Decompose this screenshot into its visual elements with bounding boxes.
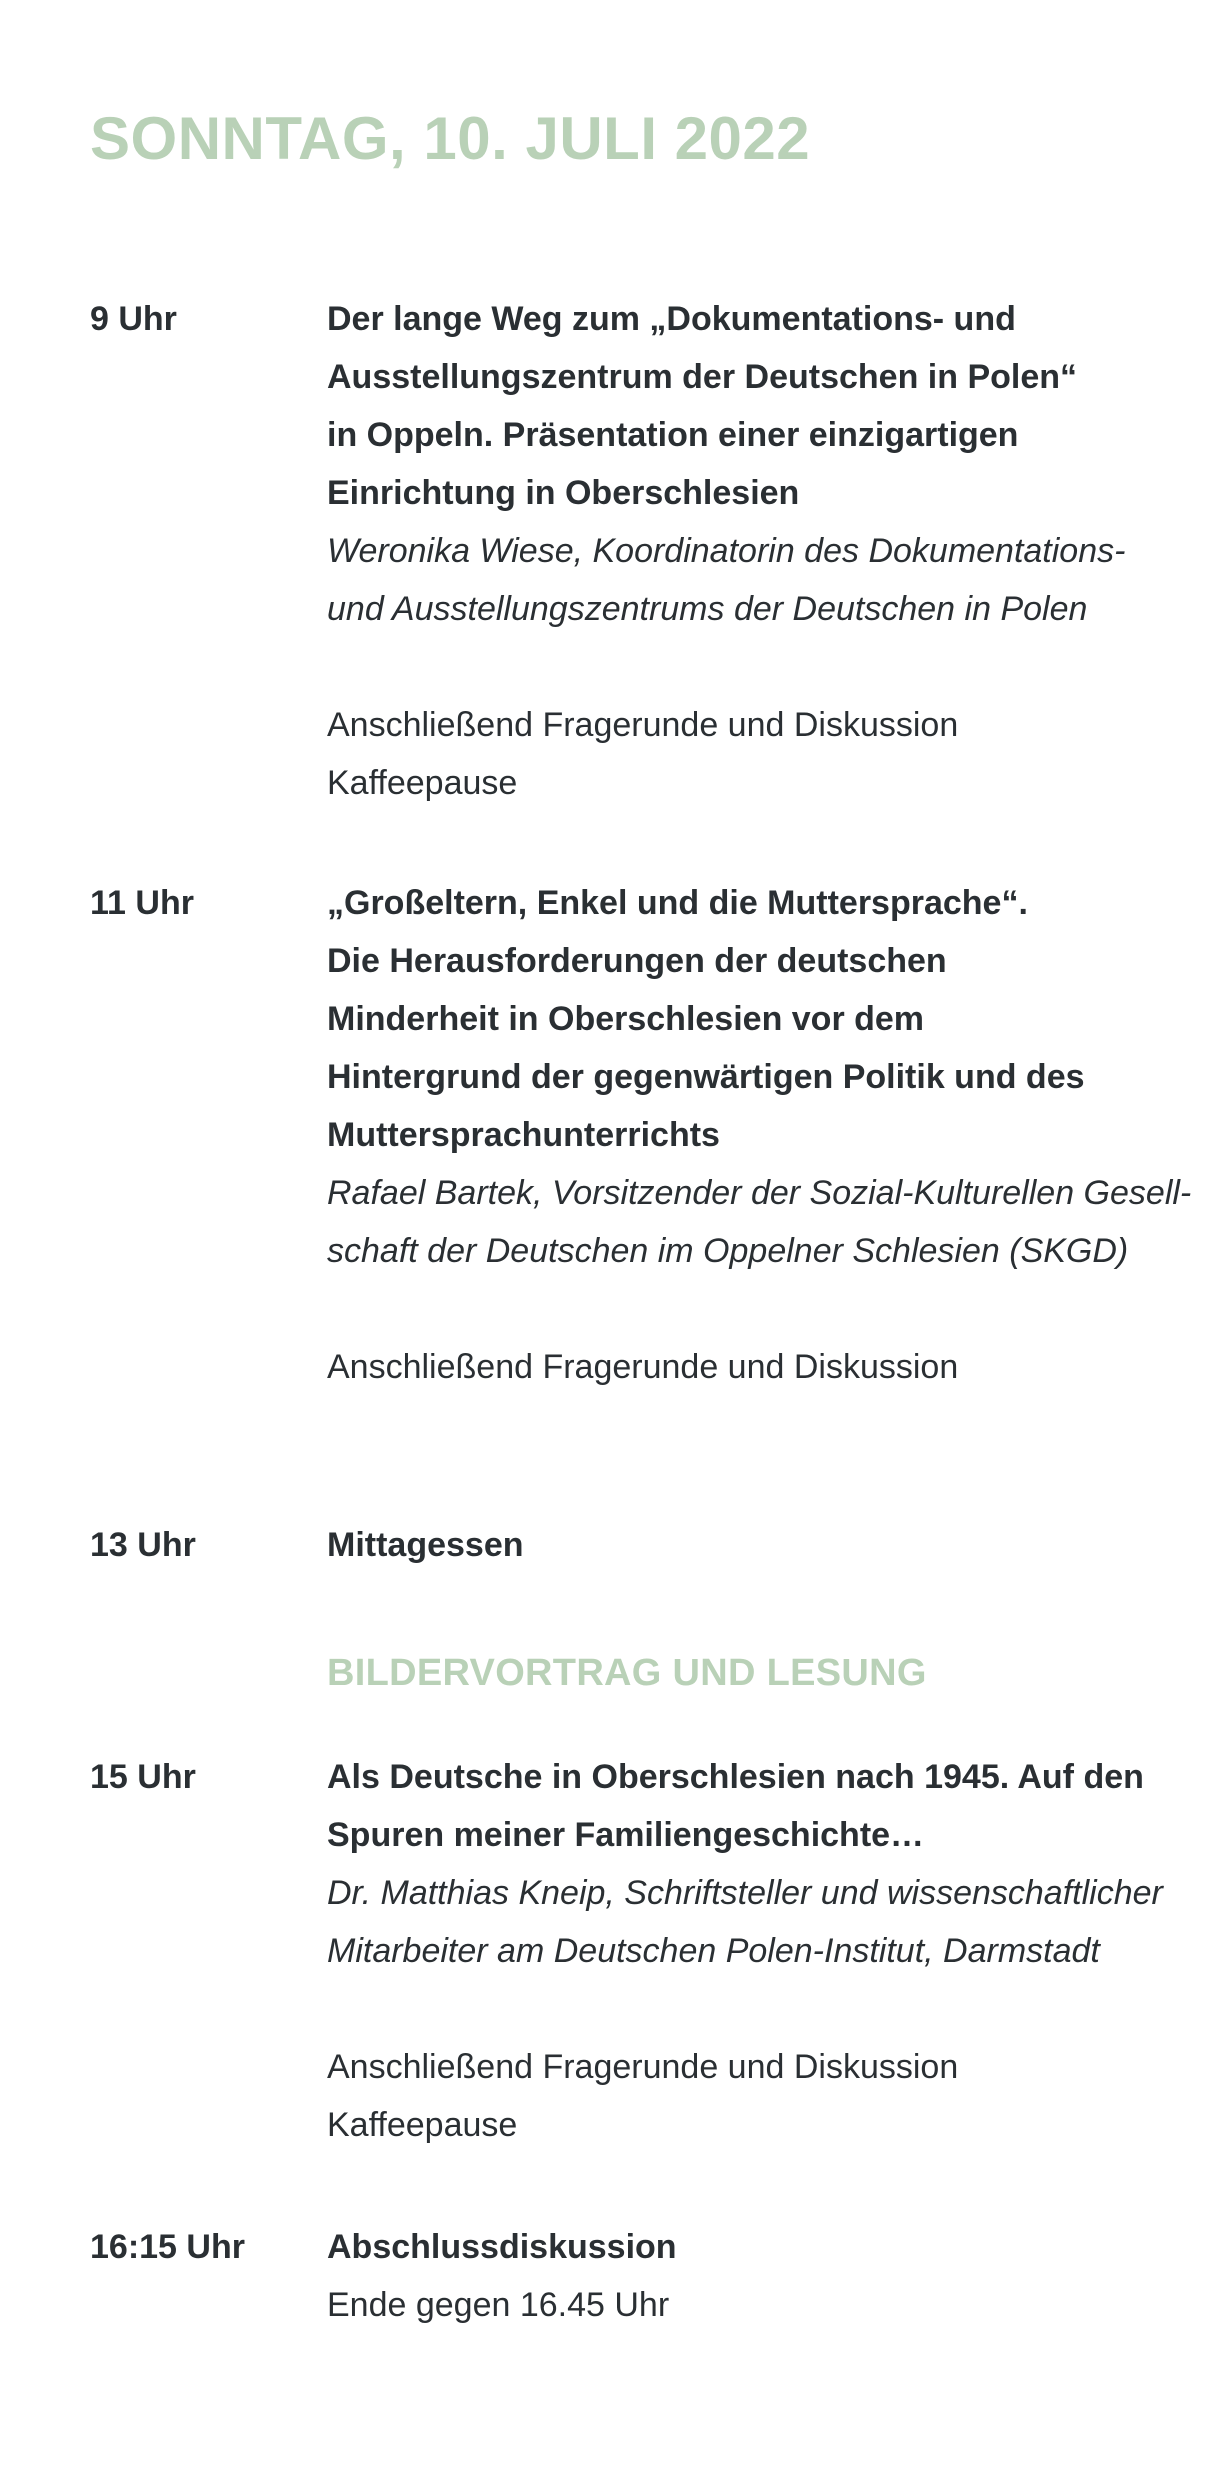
section-heading: BILDERVORTRAG UND LESUNG: [327, 1652, 927, 1694]
talk-title: Abschlussdiskussion: [327, 2228, 677, 2266]
spacer: [327, 1280, 1228, 1338]
speaker-info: Dr. Matthias Kneip, Schriftsteller und wissenschaftlicher Mitarbeiter am Deutschen Polen-Institut, Darmstadt: [327, 1874, 1163, 1970]
entry-note: Ende gegen 16.45 Uhr: [327, 2286, 670, 2324]
entry-time: 11 Uhr: [90, 884, 194, 922]
entry-content: [327, 1748, 1228, 2154]
entry-content: [327, 2218, 1228, 2334]
spacer: [327, 1980, 1228, 2038]
spacer: [327, 638, 1228, 696]
talk-title: Als Deutsche in Oberschlesien nach 1945. Auf den Spuren meiner Familiengeschichte…: [327, 1758, 1144, 1854]
entry-note: Kaffeepause: [327, 764, 518, 802]
talk-title: Mittagessen: [327, 1526, 524, 1564]
talk-title: „Großeltern, Enkel und die Muttersprache“. Die Herausforderungen der deutschen Minderheit in Oberschlesien vor dem Hintergrund der gegenwärtigen Politik und des Muttersprachunterrichts: [327, 884, 1085, 1154]
entry-time: 15 Uhr: [90, 1758, 196, 1796]
entry-note: Anschließend Fragerunde und Diskussion: [327, 706, 959, 744]
speaker-info: Rafael Bartek, Vorsitzender der Sozial-Kulturellen Gesell- schaft der Deutschen im Oppelner Schlesien (SKGD): [327, 1174, 1192, 1270]
entry-time: 13 Uhr: [90, 1526, 196, 1564]
talk-title: Der lange Weg zum „Dokumentations- und Ausstellungszentrum der Deutschen in Polen“ in Oppeln. Präsentation einer einzigartigen Einrichtung in Oberschlesien: [327, 300, 1078, 512]
entry-note: Anschließend Fragerunde und Diskussion: [327, 1348, 959, 1386]
entry-note: Anschließend Fragerunde und Diskussion: [327, 2048, 959, 2086]
entry-content: [327, 1516, 1228, 1574]
day-title: SONNTAG, 10. JULI 2022: [90, 105, 811, 172]
entry-time: 9 Uhr: [90, 300, 177, 338]
entry-note: Kaffeepause: [327, 2106, 518, 2144]
speaker-info: Weronika Wiese, Koordinatorin des Dokumentations- und Ausstellungszentrums der Deutschen in Polen: [327, 532, 1126, 628]
entry-time: 16:15 Uhr: [90, 2228, 245, 2266]
entry-content: [327, 874, 1228, 1396]
entry-content: [327, 290, 1228, 812]
